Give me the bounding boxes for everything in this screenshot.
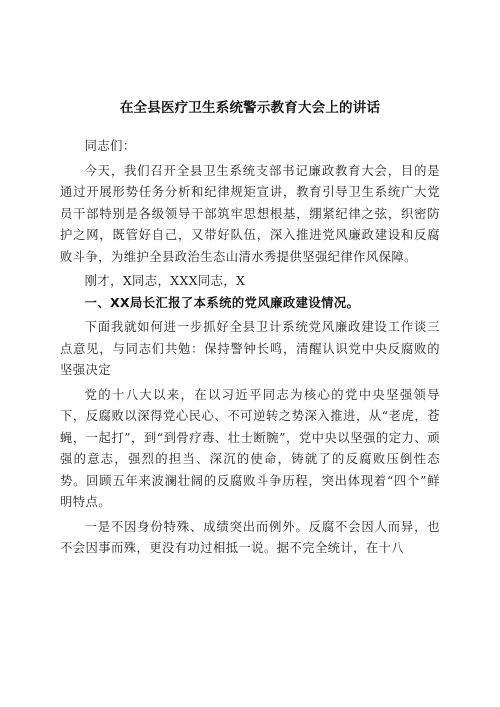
body-paragraph: 党的十八大以来，在以习近平同志为核心的党中央坚强领导下，反腐败以深得党心民心、不可逆转之势深入推进，从“老虎，苍蝇，一起打”，到“到骨疗毒、壮士断腕”，党中央以坚强的定力、顽强的意志，强烈的担当、深沉的使命，铸就了的反腐败压倒性态势。回顾五年来波澜壮阔的反腐败斗争历程，突出体现着“四个”鲜明特点。 [60,387,440,509]
opening-paragraph: 今天，我们召开全县卫生系统支部书记廉政教育大会，目的是通过开展形势任务分析和纪律规矩宣讲，教育引导卫生系统广大党员干部特别是各级领导干部筑牢思想根基，绷紧纪律之弦，织密防护之网，既管好自己，又带好队伍，深入推进党风廉政建设和反腐败斗争，为维护全县政治生态山清水秀提供坚强纪律作风保障。 [60,163,440,264]
section-heading: 一、XX局长汇报了本系统的党风廉政建设情况。 [84,295,360,310]
document-title: 在全县医疗卫生系统警示教育大会上的讲话 [119,100,381,116]
body-paragraph: 一是不因身份特殊、成绩突出而例外。反腐不会因人而异，也不会因事而殊，更没有功过相抵一说。据不完全统计，在十八 [60,519,440,555]
speaker-intro-paragraph: 刚才，X同志，XXX同志，X [84,274,246,288]
document-body [60,136,440,560]
salutation: 同志们： [84,139,136,153]
body-paragraph: 下面我就如何进一步抓好全县卫计系统党风廉政建设工作谈三点意见，与同志们共勉：保持警钟长鸣，清醒认识党中央反腐败的坚强决定 [60,320,440,377]
